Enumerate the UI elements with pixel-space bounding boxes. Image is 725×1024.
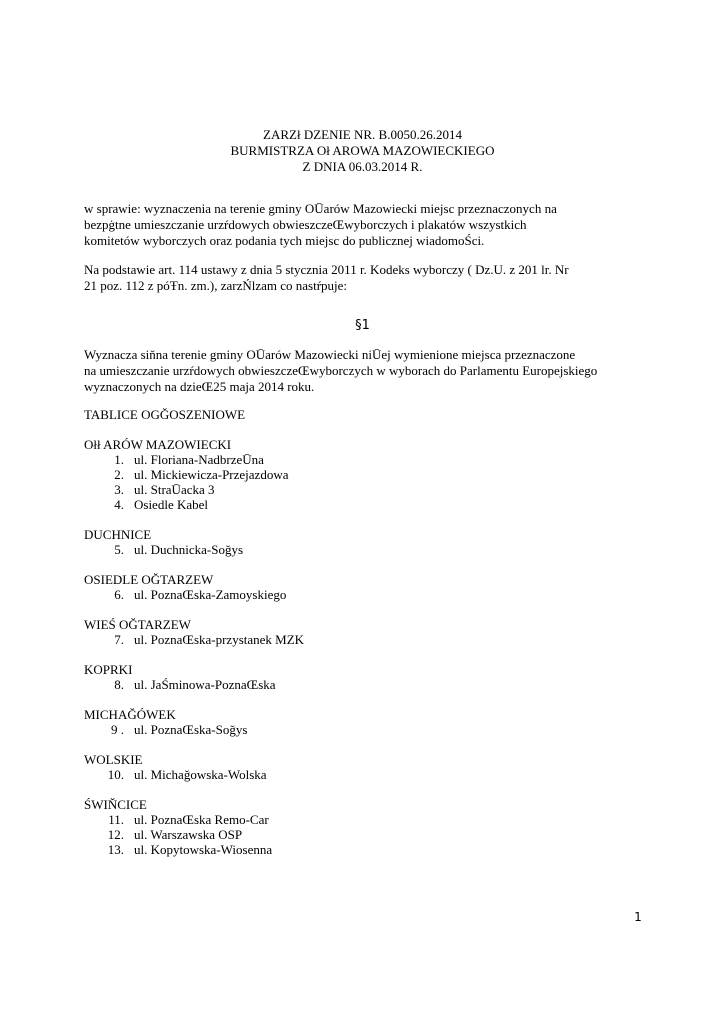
location-group [84, 752, 644, 782]
group-title: DUCHNICE [84, 527, 152, 542]
header-date: Z DNIA 06.03.2014 R. [302, 159, 423, 174]
item-text: ul. PoznaŒska-Zamoyskiego [134, 587, 287, 602]
item-text: ul. PoznaŒska-Soğys [134, 722, 248, 737]
list-item [84, 677, 644, 692]
group-title: Ołł ARÓW MAZOWIECKI [84, 437, 232, 452]
list-item [84, 722, 644, 737]
item-number: 12. [107, 827, 124, 842]
list-item [84, 587, 644, 602]
item-number: 7. [114, 632, 124, 647]
boards-title-label: TABLICE OGĞOSZENIOWE [84, 407, 246, 422]
item-text: ul. Warszawska OSP [134, 827, 243, 842]
list-item [84, 482, 644, 497]
section-text: Wyznacza siňna terenie gminy OŪarów Mazowiecki niŪej wymienione miejsca przeznaczone na umieszczanie urzŕdowych obwieszczeŒwyborczych w wyborach do Parlamentu Europejskiego wyznaczonych na dzieŒ25 maja 2014 roku. [84, 347, 598, 394]
list-item [84, 842, 644, 857]
item-text: ul. Duchnicka-Soğys [134, 542, 244, 557]
group-title: KOPRKI [84, 662, 133, 677]
item-number: 2. [114, 467, 124, 482]
item-number: 8. [114, 677, 124, 692]
section-mark-label: §1 [355, 318, 370, 333]
item-number: 10. [107, 767, 124, 782]
item-text: ul. Floriana-NadbrzeŪna [134, 452, 264, 467]
list-item [84, 767, 644, 782]
list-item [84, 827, 644, 842]
location-group [84, 662, 644, 692]
item-number: 5. [114, 542, 124, 557]
group-title: OSIEDLE OĞTARZEW [84, 572, 214, 587]
header-title: ZARZł DZENIE NR. B.0050.26.2014 [263, 127, 462, 142]
item-number: 11. [108, 812, 124, 827]
item-number: 13. [107, 842, 124, 857]
boards-title [84, 407, 644, 422]
group-title: WOLSKIE [84, 752, 143, 767]
list-item [84, 467, 644, 482]
legal-basis-paragraph: Na podstawie art. 114 ustawy z dnia 5 stycznia 2011 r. Kodeks wyborczy ( Dz.U. z 201 lr. Nr 21 poz. 112 z póŦn. zm.), zarzŃlzam co nastŕpuje: [84, 262, 569, 293]
item-number: 6. [114, 587, 124, 602]
item-number: 1. [114, 452, 124, 467]
list-item [84, 632, 644, 647]
list-item [84, 452, 644, 467]
item-text: ul. Michağowska-Wolska [134, 767, 267, 782]
group-title: MICHAĞÓWEK [84, 707, 176, 722]
page-number: 1 [634, 910, 642, 924]
location-group [84, 572, 644, 602]
item-text: ul. JaŚminowa-PoznaŒska [134, 677, 276, 692]
item-number: 3. [114, 482, 124, 497]
group-title: WIEŚ OĞTARZEW [84, 617, 191, 632]
group-title: ŚWIŇCICE [84, 797, 147, 812]
location-group [84, 437, 644, 512]
item-text: Osiedle Kabel [134, 497, 209, 512]
list-item [84, 497, 644, 512]
item-text: ul. Mickiewicza-Przejazdowa [134, 467, 289, 482]
location-group [84, 527, 644, 557]
item-number: 9 . [111, 722, 124, 737]
document-header [0, 127, 725, 175]
item-text: ul. PoznaŒska-przystanek MZK [134, 632, 305, 647]
item-number: 4. [114, 497, 124, 512]
list-item [84, 812, 644, 827]
list-item [84, 542, 644, 557]
location-group [84, 707, 644, 737]
item-text: ul. StraŪacka 3 [134, 482, 215, 497]
item-text: ul. Kopytowska-Wiosenna [134, 842, 273, 857]
section-mark [0, 318, 725, 333]
location-group [84, 617, 644, 647]
header-issuer: BURMISTRZA Oł AROWA MAZOWIECKIEGO [230, 143, 495, 158]
location-group [84, 797, 644, 857]
subject-paragraph: w sprawie: wyznaczenia na terenie gminy OŪarów Mazowiecki miejsc przeznaczonych na bezpġtne umieszczanie urzŕdowych obwieszczeŒwyborczych i plakatów wszystkich komitetów wyborczych oraz podania tych miejsc do publicznej wiadomoŚci. [84, 201, 557, 248]
item-text: ul. PoznaŒska Remo-Car [134, 812, 269, 827]
